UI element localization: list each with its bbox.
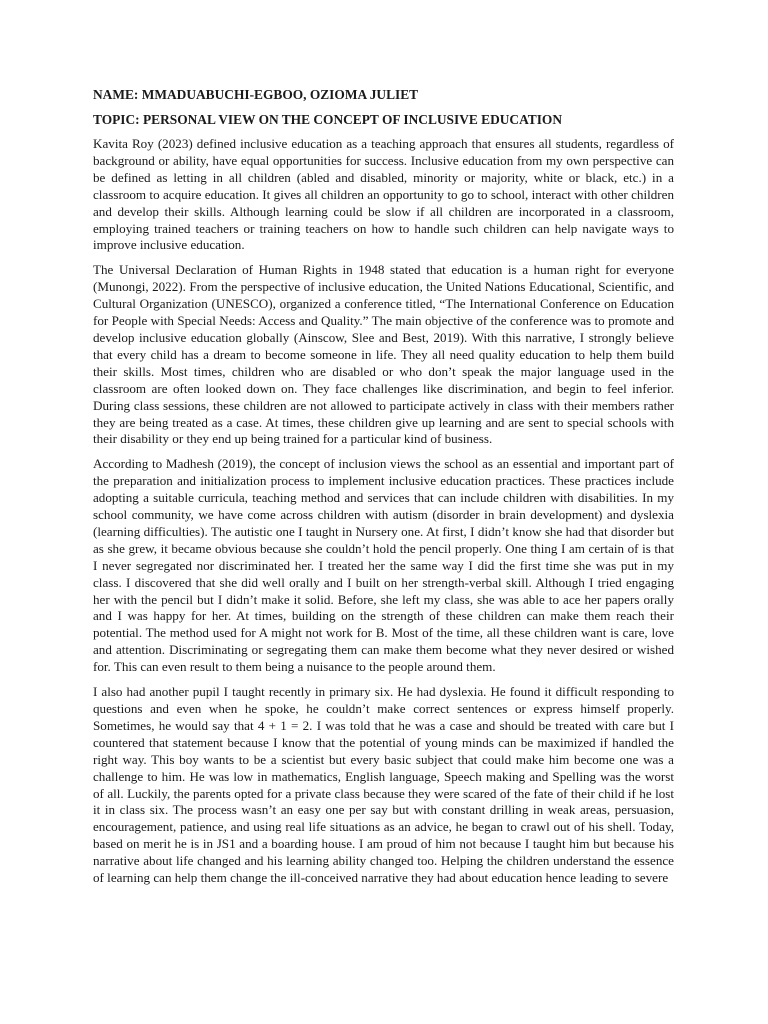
- paragraph-2: The Universal Declaration of Human Rights in 1948 stated that education is a human right for everyone (Munongi, 2022). From the perspective of inclusive education, the United Nations Educational, Scientific, and Cultural Organization (UNESCO), organized a conference titled, “The International Conference on Education for People with Special Needs: Access and Quality.” The main objective of the conference was to promote and develop inclusive education globally (Ainscow, Slee and Best, 2019). With this narrative, I strongly believe that every child has a dream to become someone in life. They all need quality education to help them build their skills. Most times, children who are disabled or who don’t speak the major language used in the classroom are often looked down on. They face challenges like discrimination, and begin to feel inferior. During class sessions, these children are not allowed to participate actively in class with their members rather they are being treated as a case. At times, these children give up learning and are sent to special schools with their disability or they end up being trained for a particular kind of business.: [93, 262, 674, 447]
- paragraph-1: Kavita Roy (2023) defined inclusive education as a teaching approach that ensures all students, regardless of background or ability, have equal opportunities for success. Inclusive education from my own perspective can be defined as letting in all children (abled and disabled, minority or majority, white or black, etc.) in a classroom to acquire education. It gives all children an opportunity to go to school, interact with other children and develop their skills. Although learning could be slow if all children are incorporated in a classroom, employing trained teachers or training teachers on how to handle such children can help navigate ways to improve inclusive education.: [93, 136, 674, 253]
- author-name: NAME: MMADUABUCHI-EGBOO, OZIOMA JULIET: [93, 87, 419, 102]
- paragraph-3: According to Madhesh (2019), the concept of inclusion views the school as an essential and important part of the preparation and initialization process to implement inclusive education practices. These practices include adopting a suitable curricula, teaching method and services that can include children with disabilities. In my school community, we have come across children with autism (disorder in brain development) and dyslexia (learning difficulties). The autistic one I taught in Nursery one. At first, I didn’t know she had that disorder but as she grew, it became obvious because she couldn’t hold the pencil properly. One thing I am certain of is that I never segregated nor discriminated her. I treated her the same way I did the first time she was put in my class. I discovered that she did well orally and I built on her strength-verbal skill. Although I tried engaging her with the pencil but I didn’t make it solid. Before, she left my class, she was able to ace her papers orally and I was happy for her. At times, building on the strength of these children can make them reach their potential. The method used for A might not work for B. Most of the time, all these children want is care, love and attention. Discriminating or segregating them can make them become what they never desired or wished for. This can even result to them being a nuisance to the people around them.: [93, 456, 674, 675]
- topic-title: TOPIC: PERSONAL VIEW ON THE CONCEPT OF INCLUSIVE EDUCATION: [93, 112, 563, 127]
- document-page: [93, 86, 674, 895]
- paragraph-4: I also had another pupil I taught recently in primary six. He had dyslexia. He found it difficult responding to questions and even when he spoke, he couldn’t make correct sentences or express himself properly. Sometimes, he would say that 4 + 1 = 2. I was told that he was a case and should be treated with care but I countered that statement because I know that the potential of young minds can be maximized if handled the right way. This boy wants to be a scientist but every basic subject that could make him become one was a challenge to him. He was low in mathematics, English language, Speech making and Spelling was the worst of all. Luckily, the parents opted for a private class because they were scared of the fate of their child if he lost it in class six. The process wasn’t an easy one per say but with constant drilling in weak areas, persuasion, encouragement, patience, and using real life situations as an advice, he began to crawl out of his shell. Today, based on merit he is in JS1 and a boarding house. I am proud of him not because I taught him but because his narrative about life changed and his learning ability changed too. Helping the children understand the essence of learning can help them change the ill-conceived narrative they had about education hence leading to severe: [93, 684, 674, 886]
